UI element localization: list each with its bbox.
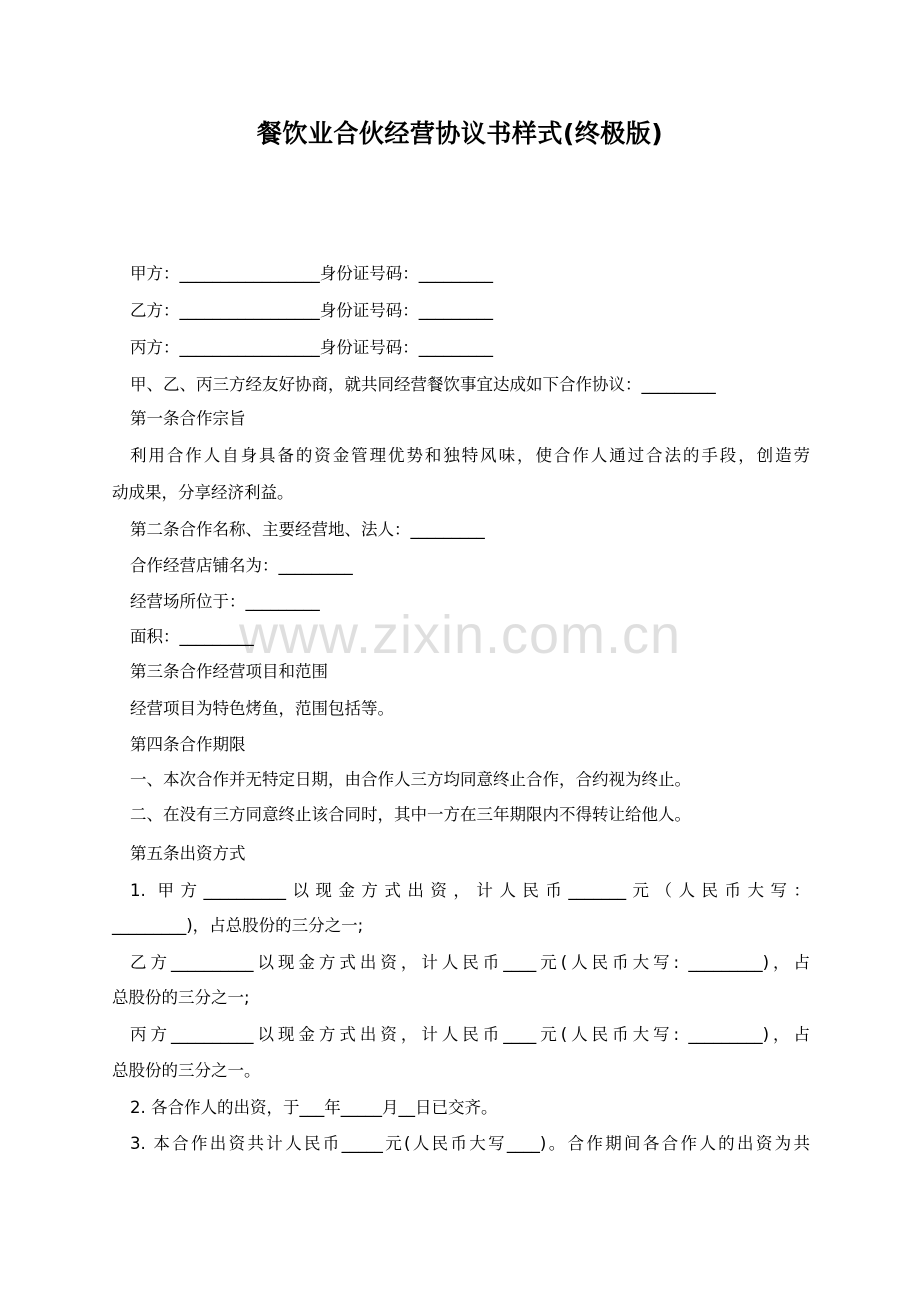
article-4-item-2: 二、在没有三方同意终止该合同时，其中一方在三年期限内不得转让给他人。 xyxy=(130,805,691,824)
article-3-text: 经营项目为特色烤鱼，范围包括等。 xyxy=(130,699,394,718)
party-b-contribution-cont: 总股份的三分之一; xyxy=(112,988,250,1007)
location-line: 经营场所位于：_________ xyxy=(130,592,320,611)
party-b-line: 乙方：_________________身份证号码：_________ xyxy=(130,301,493,320)
document-title: 餐饮业合伙经营协议书样式(终极版) xyxy=(256,119,664,148)
party-b-contribution: 乙方__________以现金方式出资，计人民币____元(人民币大写: _________)，占 xyxy=(130,953,810,972)
article-2-heading: 第二条合作名称、主要经营地、法人：_________ xyxy=(130,520,485,539)
shop-name-line: 合作经营店铺名为：_________ xyxy=(130,556,353,575)
article-1-text-1: 利用合作人自身具备的资金管理优势和独特风味，使合作人通过合法的手段，创造劳 xyxy=(130,446,810,465)
article-5-heading: 第五条出资方式 xyxy=(130,844,246,863)
preamble-line: 甲、乙、丙三方经友好协商，就共同经营餐饮事宜达成如下合作协议：_________ xyxy=(130,375,716,394)
watermark: www.zixin.com.cn xyxy=(238,605,682,665)
article-4-heading: 第四条合作期限 xyxy=(130,735,246,754)
article-1-heading: 第一条合作宗旨 xyxy=(130,409,246,428)
article-5-item-2: 2. 各合作人的出资，于___年_____月__日已交齐。 xyxy=(130,1098,498,1117)
party-c-contribution-cont: 总股份的三分之一。 xyxy=(112,1061,261,1080)
party-c-line: 丙方：_________________身份证号码：_________ xyxy=(130,338,493,357)
article-4-item-1: 一、本次合作并无特定日期，由合作人三方均同意终止合作，合约视为终止。 xyxy=(130,770,691,789)
article-5-item-3: 3. 本合作出资共计人民币_____元(人民币大写____)。合作期间各合作人的出资为共 xyxy=(130,1134,810,1153)
article-3-heading: 第三条合作经营项目和范围 xyxy=(130,662,328,681)
party-c-contribution: 丙方__________以现金方式出资，计人民币____元(人民币大写: _________)，占 xyxy=(130,1025,810,1044)
article-5-item-1: 1. 甲方__________以现金方式出资，计人民币_______元（人民币大写： xyxy=(130,881,810,900)
article-1-text-2: 动成果，分享经济利益。 xyxy=(112,483,294,502)
area-line: 面积：_________ xyxy=(130,627,254,646)
party-a-line: 甲方：_________________身份证号码：_________ xyxy=(130,264,493,283)
article-5-item-1-cont: _________)，占总股份的三分之一; xyxy=(112,916,364,935)
